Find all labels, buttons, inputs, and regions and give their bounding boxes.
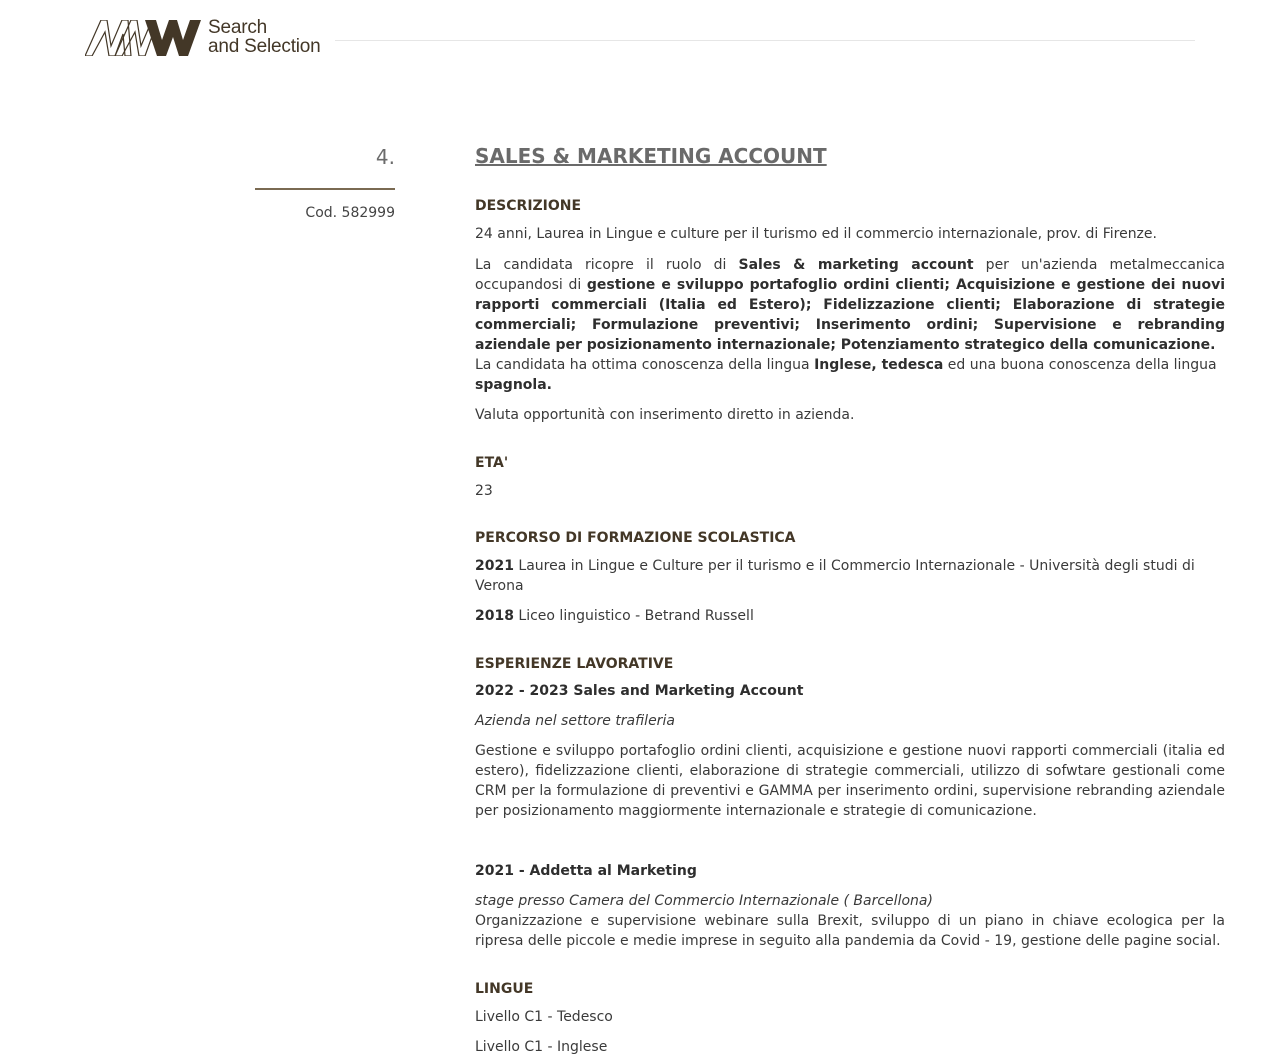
company-logo[interactable] xyxy=(85,17,321,57)
role-title: Sales & marketing account xyxy=(738,257,974,273)
languages-good: spagnola. xyxy=(475,377,552,393)
candidate-meta xyxy=(255,143,395,221)
role-duties: gestione e sviluppo portafoglio ordini clienti; Acquisizione e gestione dei nuovi rapporti commerciali (Italia ed Estero); Fidelizzazione clienti; Elaborazione di strategie commerciali; Formulazione preventivi; Inserimento ordini; Supervisione e rebranding aziendale per posizionamento internazionale; Potenziamento strategico della comunicazione. xyxy=(475,277,1225,353)
job-title xyxy=(475,861,1225,881)
education-item xyxy=(475,606,1225,626)
header-divider xyxy=(335,40,1195,41)
site-header xyxy=(0,0,1280,80)
education-item xyxy=(475,556,1225,596)
logo-text-line2: and Selection xyxy=(208,36,321,57)
logo-text xyxy=(208,18,321,56)
job-company: stage presso Camera del Commercio Internazionale ( Barcellona) xyxy=(475,893,933,909)
job-title xyxy=(475,681,1225,701)
section-heading-eta: ETA' xyxy=(475,455,509,471)
section-heading-formazione: PERCORSO DI FORMAZIONE SCOLASTICA xyxy=(475,530,796,546)
education-year: 2018 xyxy=(475,608,514,624)
job-company: Azienda nel settore trafileria xyxy=(475,713,675,729)
role-text: per un'azienda metalmeccanica occupandosi di xyxy=(475,257,1225,293)
education-text: Liceo linguistico - Betrand Russell xyxy=(513,608,754,624)
description-role xyxy=(475,255,1225,355)
meta-divider xyxy=(255,188,395,190)
section-heading-descrizione: DESCRIZIONE xyxy=(475,198,582,214)
languages-text: La candidata ha ottima conoscenza della lingua xyxy=(475,357,815,373)
languages-text: ed una buona conoscenza della lingua xyxy=(943,357,1217,373)
education-text: Laurea in Lingue e Culture per il turismo e il Commercio Internazionale - Università degli studi di Verona xyxy=(475,558,1195,594)
language-item: Livello C1 - Inglese xyxy=(475,1039,608,1055)
description-availability: Valuta opportunità con inserimento diretto in azienda. xyxy=(475,407,855,423)
section-heading-esperienze: ESPERIENZE LAVORATIVE xyxy=(475,656,674,672)
age-value: 23 xyxy=(475,483,493,499)
candidate-index: 4. xyxy=(375,145,395,169)
candidate-code: Cod. 582999 xyxy=(305,205,395,221)
job-description: Gestione e sviluppo portafoglio ordini clienti, acquisizione e gestione nuovi rapporti commerciali (italia ed estero), fidelizzazione clienti, elaborazione di strategie commerciali, utilizzo di sofwtare gestionali come CRM per la formulazione di preventivi e GAMMA per inserimento ordini, supervisione rebranding aziendale per posizionamento maggiormente internazionale e strategie di comunicazione. xyxy=(475,743,1225,819)
role-text: La candidata ricopre il ruolo di xyxy=(475,257,739,273)
education-year: 2021 xyxy=(475,558,514,574)
section-heading-lingue: LINGUE xyxy=(475,981,534,997)
language-item: Livello C1 - Tedesco xyxy=(475,1009,613,1025)
candidate-profile xyxy=(475,143,1225,1057)
mw-logo-icon xyxy=(85,20,202,56)
job-title-text: 2021 - Addetta al Marketing xyxy=(475,863,697,879)
logo-text-line1: Search xyxy=(208,17,268,38)
description-languages xyxy=(475,355,1225,395)
job-description: Organizzazione e supervisione webinare sulla Brexit, sviluppo di un piano in chiave ecologica per la ripresa delle piccole e medie imprese in seguito alla pandemia da Covid - 19, gestione delle pagine social. xyxy=(475,913,1225,949)
job-title-text: 2022 - 2023 Sales and Marketing Account xyxy=(475,683,804,699)
description-summary: 24 anni, Laurea in Lingue e culture per il turismo ed il commercio internazionale, prov. di Firenze. xyxy=(475,226,1157,242)
languages-strong: Inglese, tedesca xyxy=(814,357,944,373)
page-title: SALES & MARKETING ACCOUNT xyxy=(475,144,827,168)
